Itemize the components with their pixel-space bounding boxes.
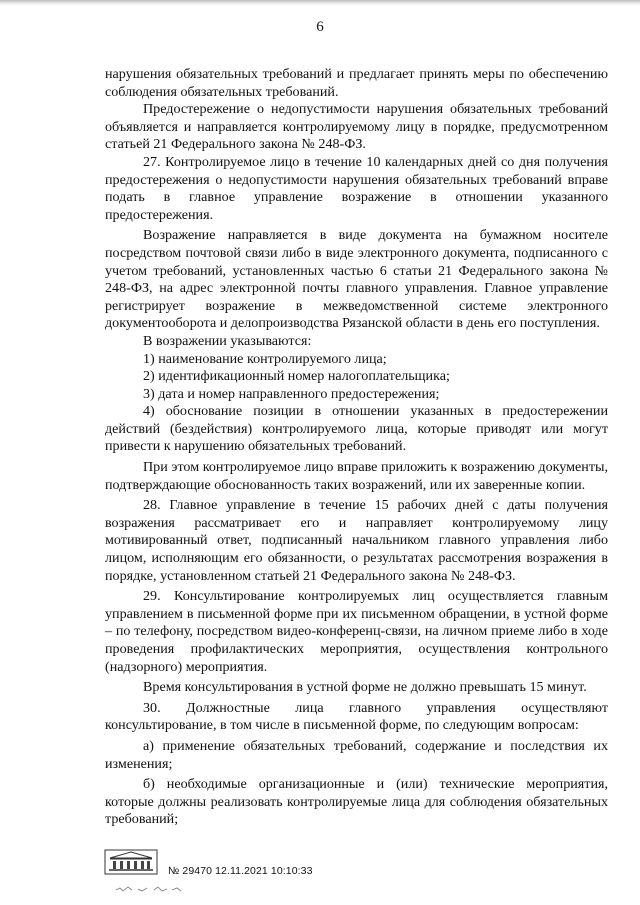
list-item: 3) дата и номер направленного предостережения; (143, 385, 440, 402)
registration-footer (104, 846, 524, 896)
paragraph: 27. Контролируемое лицо в течение 10 календарных дней со дня получения предостережения о недопустимости нарушения обязательных требований вправе подать в главное управление возражение в отношении указанного предостережения. (105, 153, 608, 223)
scan-noise (114, 884, 184, 894)
paragraph: Время консультирования в устной форме не должно превышать 15 минут. (143, 679, 587, 696)
paragraph: 29. Консультирование контролируемых лиц осуществляется главным управлением в письменной форме при их письменном обращении, в устной форме – по телефону, посредством видео-конференц-связи, на личном приеме либо в ходе проведения профилактических мероприятия, осуществления контрольного (надзорного) мероприятия. (105, 588, 608, 675)
list-item: б) необходимые организационные и (или) технические мероприятия, которые должны реализовать контролируемые лица для соблюдения обязательных требований; (105, 776, 608, 828)
paragraph: нарушения обязательных требований и предлагает принять меры по обеспечению соблюдения обязательных требований. (105, 66, 608, 100)
paragraph: В возражении указываются: (143, 332, 312, 349)
government-building-seal-icon (104, 849, 158, 875)
list-item: а) применение обязательных требований, содержание и последствия их изменения; (105, 737, 608, 772)
paragraph: При этом контролируемое лицо вправе приложить к возражению документы, подтверждающие обоснованность таких возражений, или их заверенные копии. (105, 459, 608, 493)
list-item: 2) идентификационный номер налогоплательщика; (143, 368, 450, 385)
paragraph: Возражение направляется в виде документа на бумажном носителе посредством почтовой связи либо в виде электронного документа, подписанного с учетом требований, установленных частью 6 статьи 21 Федерального закона № 248-ФЗ, на адрес электронной почты главного управления. Главное управление регистрирует возражение в межведомственной системе электронного документооборота и делопроизводства Рязанской области в день его поступления. (105, 227, 608, 332)
document-body (105, 66, 608, 829)
paragraph: 30. Должностные лица главного управления осуществляют консультирование, в том числе в письменной форме, по следующим вопросам: (105, 699, 608, 734)
list-item: 4) обоснование позиции в отношении указанных в предостережении действий (бездействия) контролируемого лица, которые приводят или могут привести к нарушению обязательных требований. (105, 403, 608, 455)
registration-stamp: № 29470 12.11.2021 10:10:33 (168, 865, 313, 877)
page-number: 6 (316, 19, 324, 35)
paragraph: 28. Главное управление в течение 15 рабочих дней с даты получения возражения рассматривает его и направляет контролируемому лицу мотивированный ответ, подписанный начальником главного управления либо лицом, исполняющим его обязанности, о результатах рассмотрения возражения в порядке, установленном статьей 21 Федерального закона № 248-ФЗ. (105, 497, 608, 584)
paragraph: Предостережение о недопустимости нарушения обязательных требований объявляется и направляется контролируемому лицу в порядке, предусмотренном статьей 21 Федерального закона № 248-ФЗ. (105, 101, 608, 153)
list-item: 1) наименование контролируемого лица; (143, 350, 387, 367)
scan-edge (0, 0, 640, 6)
